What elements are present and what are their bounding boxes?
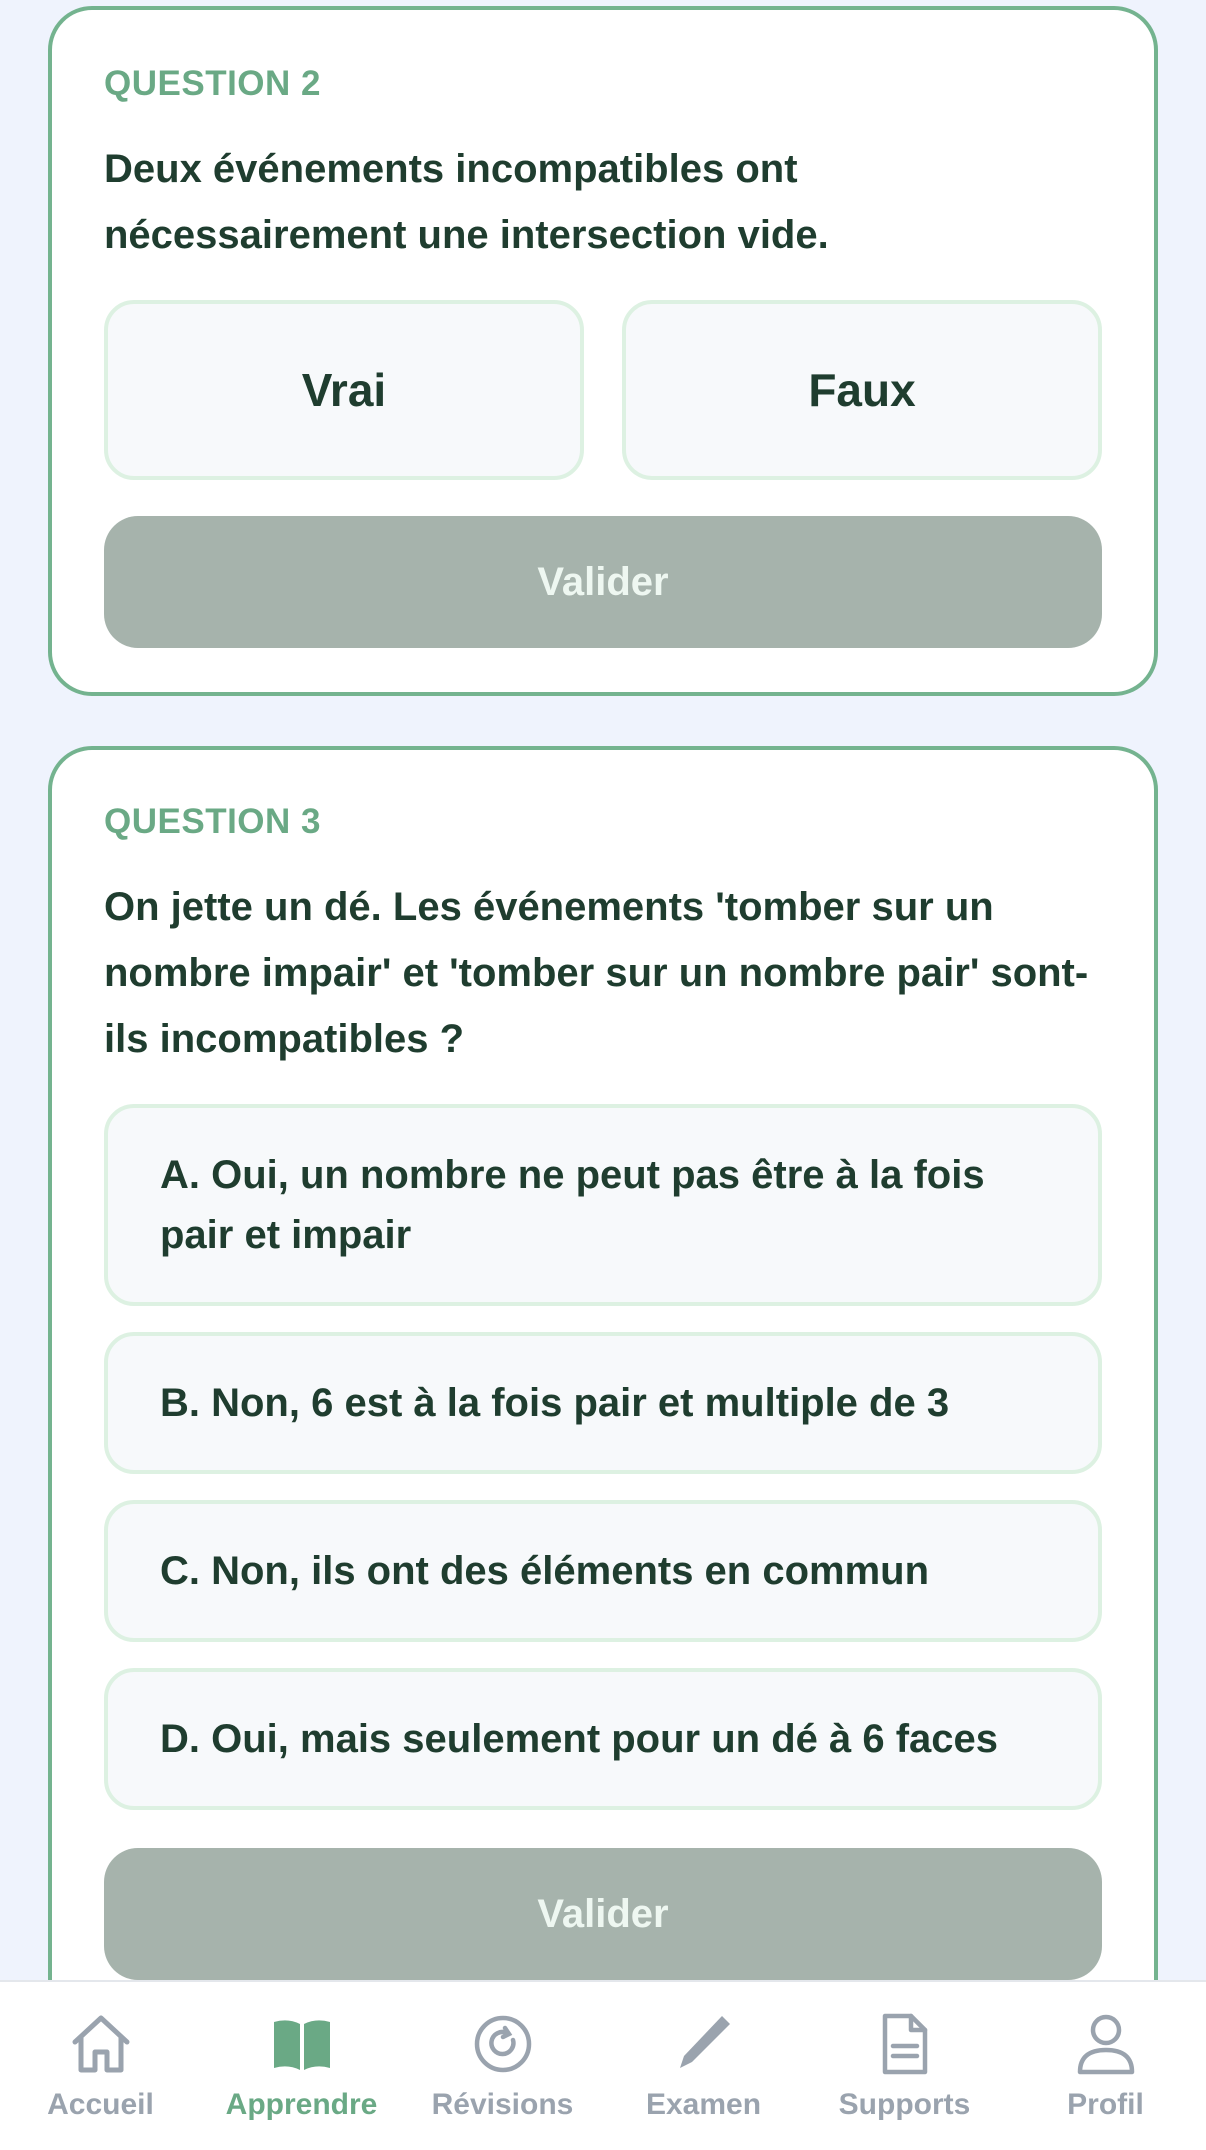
tab-apprendre[interactable] [201, 1982, 402, 2150]
tab-label: Révisions [431, 2088, 574, 2121]
answer-true-button[interactable]: Vrai [104, 300, 584, 480]
tab-accueil[interactable] [0, 1982, 201, 2150]
document-icon [871, 2010, 939, 2078]
question-number: QUESTION 2 [104, 64, 321, 103]
tab-label: Examen [645, 2088, 762, 2121]
tab-revisions[interactable] [402, 1982, 603, 2150]
answer-false-button[interactable]: Faux [622, 300, 1102, 480]
book-icon [268, 2010, 336, 2078]
bottom-tab-bar [0, 1980, 1206, 2150]
question-text: Deux événements incompatibles ont nécessairement une intersection vide. [104, 147, 829, 257]
answer-option-a[interactable]: A. Oui, un nombre ne peut pas être à la fois pair et impair [104, 1104, 1102, 1306]
home-icon [67, 2010, 135, 2078]
pencil-icon [670, 2010, 738, 2078]
question-text: On jette un dé. Les événements 'tomber sur un nombre impair' et 'tomber sur un nombre pair' sont-ils incompatibles ? [104, 885, 1089, 1061]
tab-supports[interactable] [804, 1982, 1005, 2150]
answer-option-d[interactable]: D. Oui, mais seulement pour un dé à 6 faces [104, 1668, 1102, 1810]
answer-options [104, 1104, 1102, 1836]
tab-label: Supports [838, 2088, 971, 2121]
tab-label: Profil [1067, 2088, 1144, 2121]
refresh-icon [469, 2010, 537, 2078]
tab-profil[interactable] [1005, 1982, 1206, 2150]
validate-button[interactable]: Valider [104, 516, 1102, 648]
tab-examen[interactable] [603, 1982, 804, 2150]
user-icon [1072, 2010, 1140, 2078]
tab-label: Accueil [47, 2088, 154, 2121]
validate-button[interactable]: Valider [104, 1848, 1102, 1980]
answer-option-c[interactable]: C. Non, ils ont des éléments en commun [104, 1500, 1102, 1642]
question-card-2 [48, 6, 1158, 696]
question-card-3 [48, 746, 1158, 2150]
tab-label: Apprendre [225, 2088, 378, 2121]
true-false-options [104, 300, 1102, 480]
question-number: QUESTION 3 [104, 802, 321, 841]
answer-option-b[interactable]: B. Non, 6 est à la fois pair et multiple de 3 [104, 1332, 1102, 1474]
